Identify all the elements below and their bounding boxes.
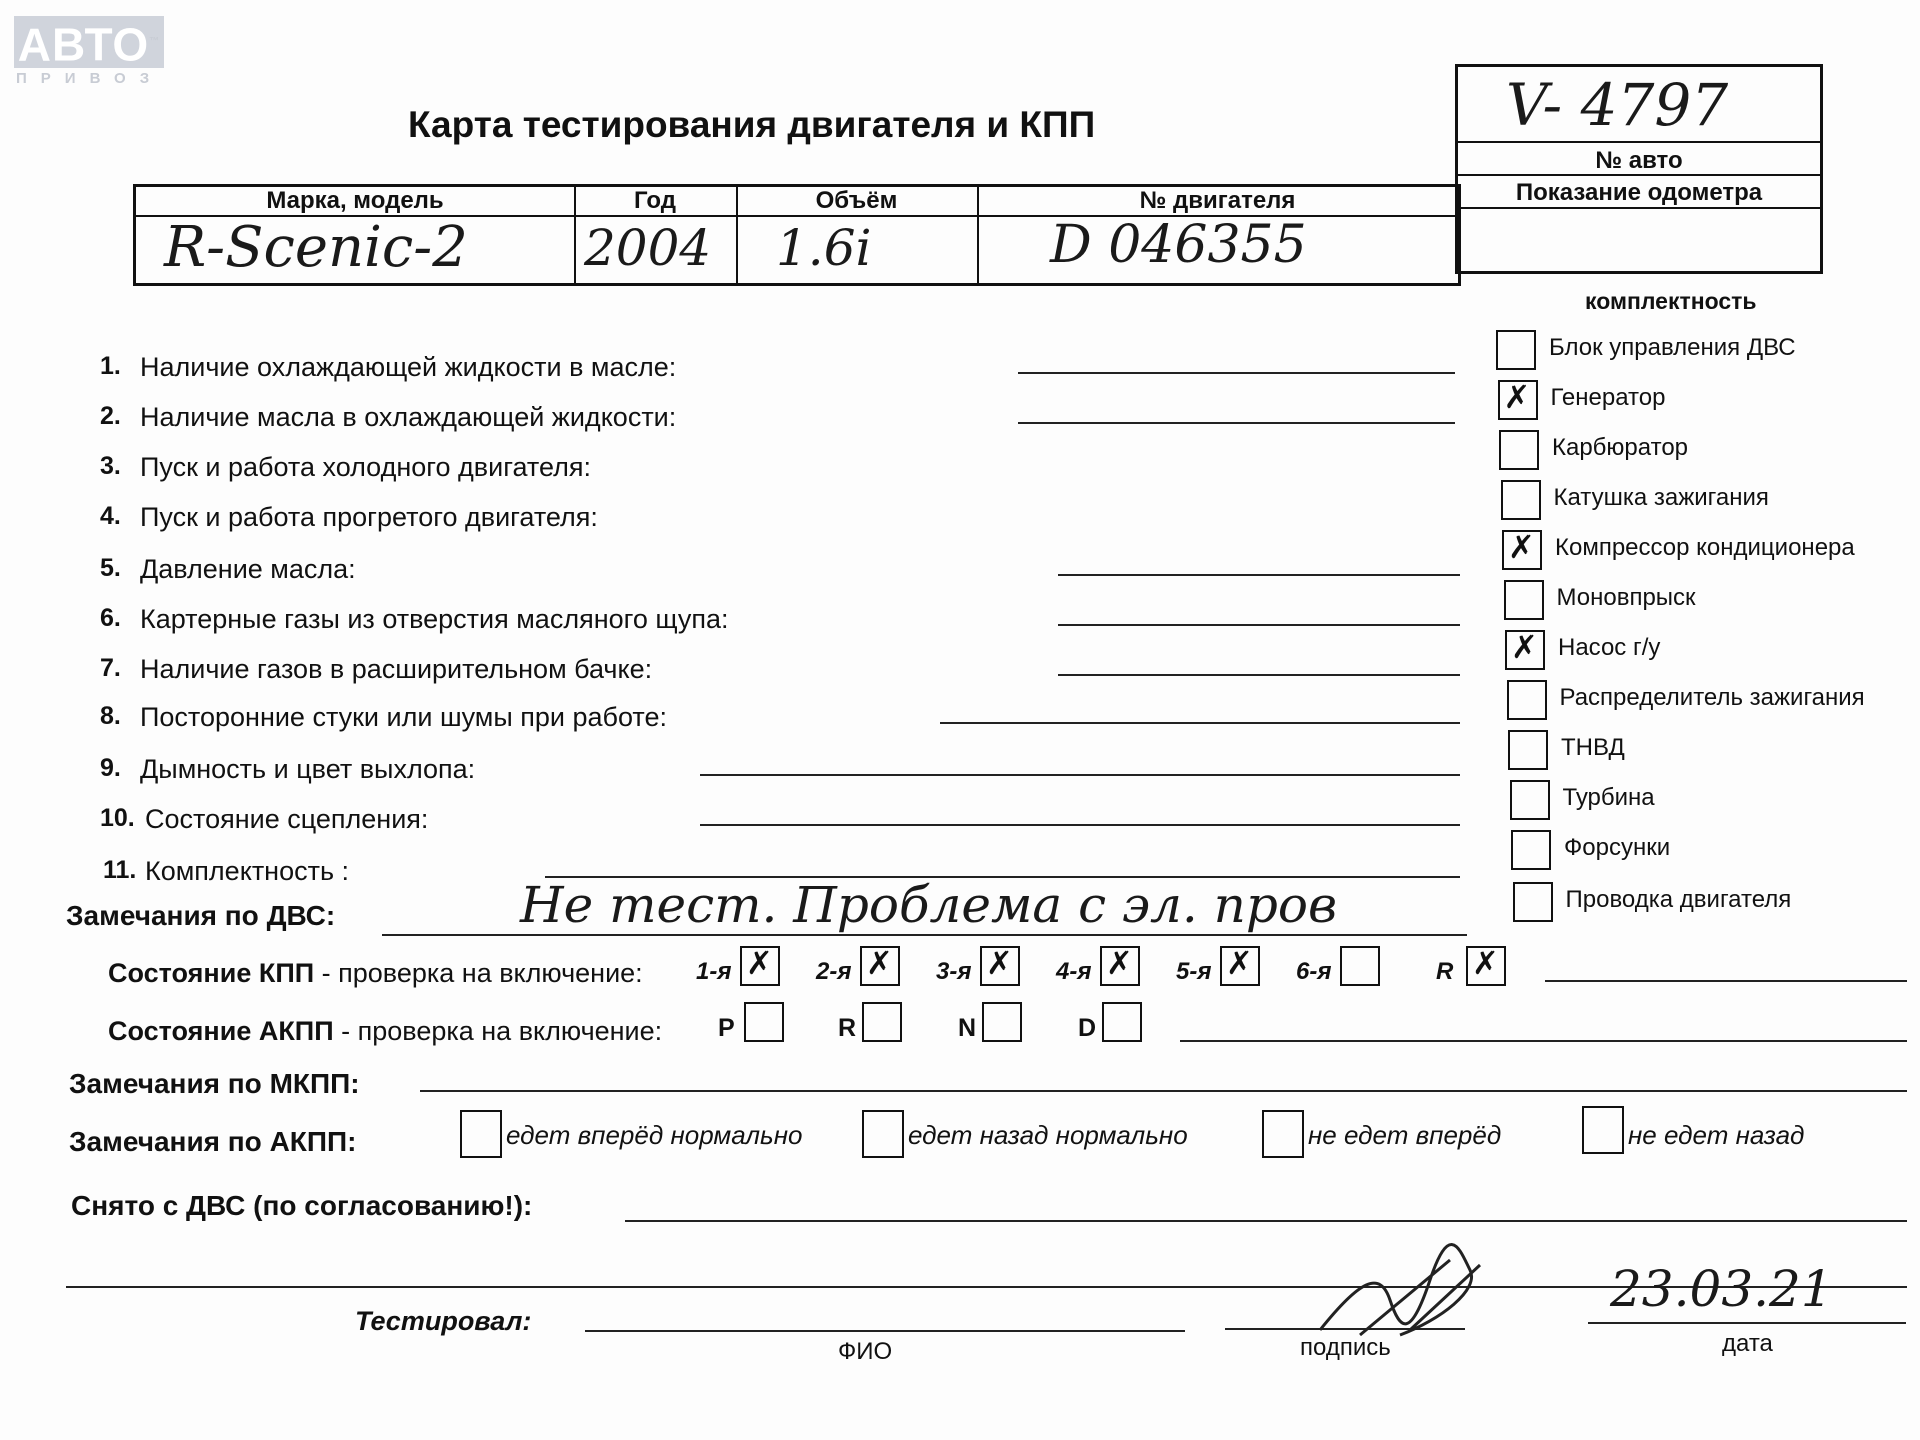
akpp-mode-label[interactable]: R [838,1014,857,1042]
year-value: 2004 [584,219,712,277]
dvs-remarks-line [382,934,1467,936]
check-note-line[interactable] [1018,422,1455,424]
akpp-remark-label[interactable]: едет вперёд нормально [506,1120,803,1150]
check-number[interactable]: 4. [100,502,121,530]
kit-item-label[interactable]: Карбюратор [1552,434,1689,461]
check-question[interactable]: Наличие газов в расширительном бачке: [140,654,653,684]
akpp-line [1180,1040,1907,1042]
check-number[interactable]: 3. [100,452,121,480]
date-label: дата [1722,1330,1773,1357]
akpp-mode-label[interactable]: P [718,1014,735,1042]
akpp-mode-label[interactable]: N [958,1014,977,1042]
date-value: 23.03.21 [1610,1260,1833,1318]
kit-checkbox[interactable] [1508,730,1548,770]
kit-item-label[interactable]: Форсунки [1564,834,1671,861]
akpp-remark-label[interactable]: едет назад нормально [908,1120,1188,1150]
kit-item-label[interactable]: Генератор [1550,384,1666,411]
check-note-line[interactable] [1058,674,1460,676]
auto-number-label: № авто [1595,147,1683,174]
page-title: Карта тестирования двигателя и КПП [408,104,1096,145]
check-question[interactable]: Наличие охлаждающей жидкости в масле: [140,352,677,382]
check-note-line[interactable] [1058,624,1460,626]
check-number[interactable]: 2. [100,402,121,430]
gear-label[interactable]: 5-я [1176,958,1212,985]
check-number[interactable]: 10. [100,804,135,832]
check-question[interactable]: Посторонние стуки или шумы при работе: [140,702,667,732]
tested-label: Тестировал: [355,1306,532,1336]
kit-checkbox[interactable] [1499,430,1539,470]
gear-checkbox[interactable] [740,946,780,986]
kit-checkbox[interactable] [1511,830,1551,870]
brand-logo: АВТО™ [14,16,164,68]
engine-number-label: № двигателя [1139,187,1296,214]
akpp-remark-checkbox[interactable] [460,1110,502,1158]
kit-checkbox[interactable] [1502,530,1542,570]
akpp-label: Состояние АКПП - проверка на включение: [108,1016,663,1046]
auto-number-value: V- 4797 [1506,71,1729,139]
kit-checkbox[interactable] [1496,330,1536,370]
kit-checkbox[interactable] [1498,380,1538,420]
check-question[interactable]: Пуск и работа холодного двигателя: [140,452,591,482]
check-question[interactable]: Наличие масла в охлаждающей жидкости: [140,402,677,432]
engine-number-value: D 046355 [1050,215,1307,275]
check-question[interactable]: Дымность и цвет выхлопа: [140,754,476,784]
akpp-mode-checkbox[interactable] [982,1002,1022,1042]
akpp-remark-label[interactable]: не едет назад [1628,1120,1805,1150]
check-question[interactable]: Пуск и работа прогретого двигателя: [140,502,598,532]
kit-item-label[interactable]: Проводка двигателя [1565,886,1792,913]
check-number[interactable]: 6. [100,604,121,632]
kit-item-label[interactable]: Насос г/у [1558,634,1661,661]
kit-item-label[interactable]: Компрессор кондиционера [1555,534,1855,561]
kit-item-label[interactable]: Турбина [1562,784,1655,811]
gear-label[interactable]: 6-я [1296,958,1332,985]
dvs-remarks-value[interactable]: Не тест. Проблема с эл. пров [520,876,1338,934]
auto-number-table [1455,64,1823,274]
make-label: Марка, модель [266,187,444,214]
fio-line [585,1330,1185,1332]
gear-checkbox[interactable] [1466,946,1506,986]
kit-checkbox[interactable] [1513,882,1553,922]
akpp-remark-checkbox[interactable] [1262,1110,1304,1158]
check-number[interactable]: 11. [103,856,137,884]
check-question[interactable]: Давление масла: [140,554,356,584]
kit-checkbox[interactable] [1510,780,1550,820]
check-number[interactable]: 7. [100,654,121,682]
akpp-mode-checkbox[interactable] [862,1002,902,1042]
akpp-remarks-label: Замечания по АКПП: [69,1126,357,1157]
kit-item-label[interactable]: Моновпрыск [1556,584,1696,611]
check-note-line[interactable] [1018,372,1455,374]
akpp-remark-label[interactable]: не едет вперёд [1308,1120,1502,1150]
mkpp-remarks-line [420,1090,1907,1092]
gear-checkbox[interactable] [980,946,1020,986]
year-label: Год [634,187,676,214]
volume-label: Объём [815,187,898,214]
kit-item-label[interactable]: Блок управления ДВС [1549,334,1796,361]
kit-title: комплектность [1585,288,1757,314]
kpp-label: Состояние КПП - проверка на включение: [108,958,643,988]
gear-label[interactable]: R [1436,958,1454,985]
check-note-line[interactable] [700,774,1460,776]
check-number[interactable]: 1. [100,352,121,380]
fio-label: ФИО [838,1338,893,1365]
kit-item-label[interactable]: Катушка зажигания [1553,484,1769,511]
kpp-line [1545,980,1907,982]
check-note-line[interactable] [940,722,1460,724]
signature-label: подпись [1300,1334,1391,1361]
removed-line [625,1220,1907,1222]
check-question[interactable]: Комплектность : [145,856,350,886]
vehicle-info-table [133,184,1461,286]
akpp-mode-checkbox[interactable] [744,1002,784,1042]
gear-label[interactable]: 3-я [936,958,972,985]
kit-item-label[interactable]: Распределитель зажигания [1559,684,1865,711]
kit-checkbox[interactable] [1505,630,1545,670]
check-note-line[interactable] [700,824,1460,826]
gear-label[interactable]: 4-я [1056,958,1092,985]
check-question[interactable]: Состояние сцепления: [145,804,429,834]
akpp-remark-checkbox[interactable] [1582,1106,1624,1154]
kit-checkbox[interactable] [1507,680,1547,720]
check-number[interactable]: 9. [100,754,121,782]
gear-checkbox[interactable] [860,946,900,986]
kit-checkbox[interactable] [1504,580,1544,620]
brand-logo-subtitle: ПРИВОЗ [16,70,164,87]
mkpp-remarks-label: Замечания по МКПП: [69,1068,360,1099]
date-line [1588,1322,1906,1324]
kit-item-label[interactable]: ТНВД [1561,734,1625,761]
gear-label[interactable]: 2-я [816,958,852,985]
akpp-mode-checkbox[interactable] [1102,1002,1142,1042]
removed-label: Снято с ДВС (по согласованию!): [71,1190,533,1221]
check-note-line[interactable] [1058,574,1460,576]
kit-checkbox[interactable] [1501,480,1541,520]
odometer-label: Показание одометра [1515,179,1763,206]
signature-mark [1300,1240,1500,1360]
dvs-remarks-label: Замечания по ДВС: [66,900,336,931]
gear-checkbox[interactable] [1340,946,1380,986]
make-value: R-Scenic-2 [164,215,468,280]
gear-label[interactable]: 1-я [696,958,732,985]
volume-value: 1.6i [776,219,872,277]
check-question[interactable]: Картерные газы из отверстия масляного щупа: [140,604,729,634]
check-number[interactable]: 5. [100,554,121,582]
akpp-remark-checkbox[interactable] [862,1110,904,1158]
gear-checkbox[interactable] [1100,946,1140,986]
akpp-mode-label[interactable]: D [1078,1014,1097,1042]
gear-checkbox[interactable] [1220,946,1260,986]
check-number[interactable]: 8. [100,702,121,730]
